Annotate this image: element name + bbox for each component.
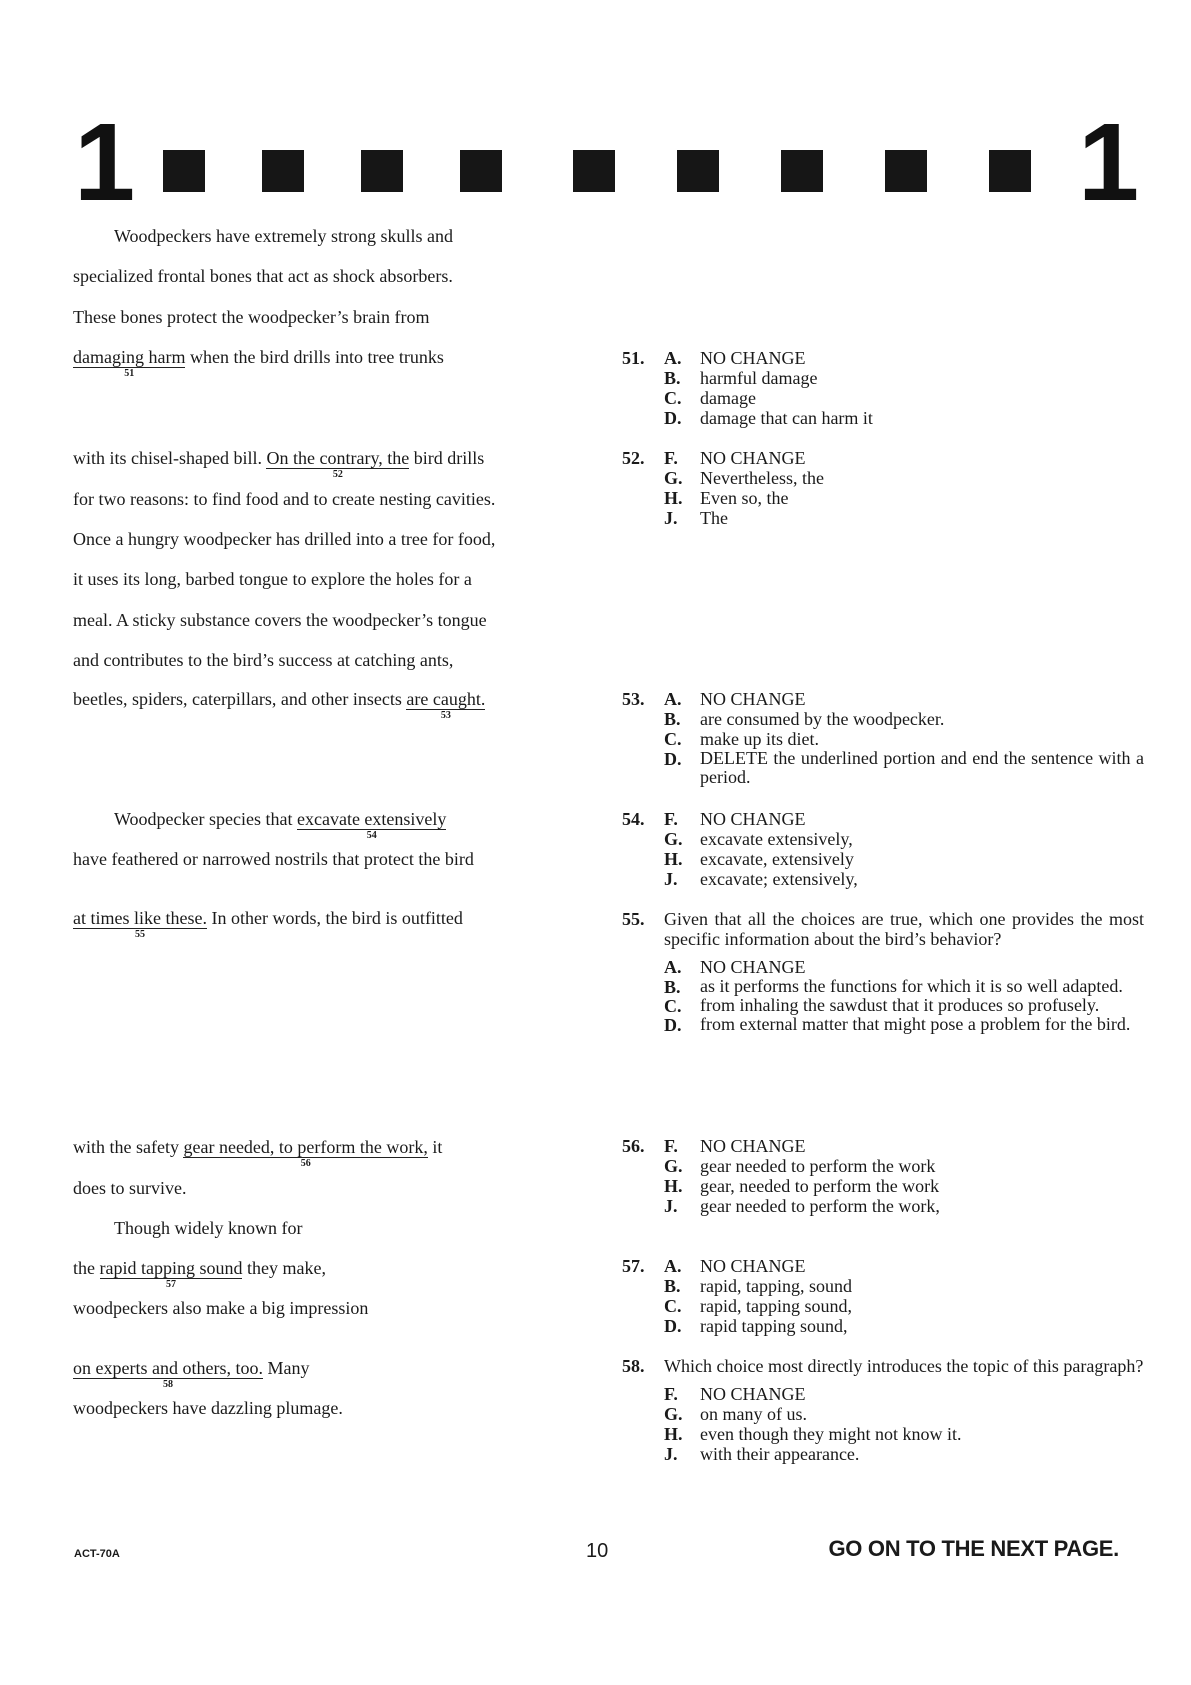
answer-option[interactable]: A. NO CHANGE	[664, 1256, 806, 1276]
passage-line: the rapid tapping sound 57 they make,	[73, 1258, 326, 1290]
header-square	[163, 150, 205, 192]
passage-line: and contributes to the bird’s success at catching ants,	[73, 650, 454, 670]
question-number: 53.	[622, 689, 645, 709]
underlined-portion-57[interactable]: rapid tapping sound 57	[99, 1258, 243, 1290]
question-51	[622, 348, 1144, 428]
passage-line: Though widely known for	[114, 1218, 303, 1238]
question-56	[622, 1136, 1144, 1216]
header-square	[989, 150, 1031, 192]
answer-option[interactable]: G. Nevertheless, the	[664, 468, 824, 488]
header-square	[677, 150, 719, 192]
passage-line: Once a hungry woodpecker has drilled into a tree for food,	[73, 529, 496, 549]
underlined-portion-54[interactable]: excavate extensively 54	[296, 809, 447, 841]
passage-line: with the safety gear needed, to perform the work, 56 it	[73, 1137, 443, 1169]
answer-option[interactable]: J. gear needed to perform the work,	[664, 1196, 940, 1216]
answer-option[interactable]: F. NO CHANGE	[664, 809, 806, 829]
answer-option[interactable]: B. as it performs the functions for which it is so well adapted.	[664, 976, 1123, 997]
passage-line: for two reasons: to find food and to create nesting cavities.	[73, 489, 496, 509]
underlined-portion-56[interactable]: gear needed, to perform the work, 56	[183, 1137, 428, 1169]
header-square	[361, 150, 403, 192]
answer-option[interactable]: D. DELETE the underlined portion and end the sentence with a period.	[664, 748, 1144, 787]
passage-line: specialized frontal bones that act as shock absorbers.	[73, 266, 453, 286]
underlined-portion-58[interactable]: on experts and others, too. 58	[73, 1358, 263, 1390]
section-number-left: 1	[74, 101, 136, 224]
question-53	[622, 689, 1144, 787]
answer-option[interactable]: C. damage	[664, 388, 756, 408]
answer-option[interactable]: J. excavate; extensively,	[664, 869, 858, 889]
answer-option[interactable]: C. make up its diet.	[664, 729, 819, 749]
answer-option[interactable]: H. gear, needed to perform the work	[664, 1176, 940, 1196]
answer-option[interactable]: J. The	[664, 508, 728, 528]
answer-option[interactable]: A. NO CHANGE	[664, 957, 806, 977]
passage-line: at times like these. 55 In other words, the bird is outfitted	[73, 908, 463, 940]
answer-option[interactable]: F. NO CHANGE	[664, 1384, 806, 1404]
question-ref-56: 56	[300, 1158, 311, 1169]
passage-line: meal. A sticky substance covers the woodpecker’s tongue	[73, 610, 487, 630]
passage-line: woodpeckers also make a big impression	[73, 1298, 369, 1318]
question-52	[622, 448, 1144, 528]
question-ref-51: 51	[124, 368, 135, 379]
answer-option[interactable]: H. excavate, extensively	[664, 849, 854, 869]
header-square	[781, 150, 823, 192]
passage-line: have feathered or narrowed nostrils that protect the bird	[73, 849, 474, 869]
underlined-portion-51[interactable]: damaging harm 51	[73, 347, 186, 379]
header-square	[885, 150, 927, 192]
question-ref-55: 55	[134, 929, 145, 940]
passage-line: it uses its long, barbed tongue to explore the holes for a	[73, 569, 472, 589]
answer-option[interactable]: C. from inhaling the sawdust that it produces so profusely.	[664, 995, 1100, 1016]
question-stem: Which choice most directly introduces the topic of this paragraph?	[664, 1356, 1144, 1376]
question-number: 51.	[622, 348, 645, 368]
answer-option[interactable]: D. damage that can harm it	[664, 408, 873, 428]
answer-option[interactable]: A. NO CHANGE	[664, 689, 806, 709]
header-square	[262, 150, 304, 192]
passage-line: beetles, spiders, caterpillars, and other insects are caught. 53	[73, 689, 486, 721]
question-55	[622, 909, 1144, 1034]
underlined-portion-55[interactable]: at times like these. 55	[73, 908, 207, 940]
answer-option[interactable]: F. NO CHANGE	[664, 448, 806, 468]
passage-line: does to survive.	[73, 1178, 187, 1198]
answer-option[interactable]: F. NO CHANGE	[664, 1136, 806, 1156]
passage-line: Woodpecker species that excavate extensively 54	[114, 809, 447, 841]
passage-line: These bones protect the woodpecker’s brain from	[73, 307, 430, 327]
answer-option[interactable]: H. even though they might not know it.	[664, 1424, 962, 1444]
question-stem: Given that all the choices are true, which one provides the most specific information about the bird’s behavior?	[664, 909, 1144, 949]
header-square	[573, 150, 615, 192]
answer-option[interactable]: G. excavate extensively,	[664, 829, 853, 849]
answer-option[interactable]: A. NO CHANGE	[664, 348, 806, 368]
question-number: 52.	[622, 448, 645, 468]
question-ref-54: 54	[366, 830, 377, 841]
question-number: 56.	[622, 1136, 645, 1156]
answer-option[interactable]: B. harmful damage	[664, 368, 818, 388]
page-number: 10	[586, 1540, 609, 1562]
answer-option[interactable]: B. are consumed by the woodpecker.	[664, 709, 945, 729]
question-ref-52: 52	[332, 469, 343, 480]
passage-line: woodpeckers have dazzling plumage.	[73, 1398, 343, 1418]
question-ref-57: 57	[165, 1279, 176, 1290]
passage-line: with its chisel-shaped bill. On the contrary, the 52 bird drills	[73, 448, 485, 480]
form-code: ACT-70A	[74, 1548, 120, 1560]
answer-option[interactable]: J. with their appearance.	[664, 1444, 860, 1464]
answer-option[interactable]: B. rapid, tapping, sound	[664, 1276, 852, 1296]
question-ref-58: 58	[162, 1379, 173, 1390]
answer-option[interactable]: G. gear needed to perform the work	[664, 1156, 936, 1176]
question-58	[622, 1356, 1144, 1464]
answer-option[interactable]: C. rapid, tapping sound,	[664, 1296, 852, 1316]
question-ref-53: 53	[440, 710, 451, 721]
answer-option[interactable]: D. rapid tapping sound,	[664, 1316, 848, 1336]
passage-line: Woodpeckers have extremely strong skulls and	[114, 226, 453, 246]
header-square	[460, 150, 502, 192]
question-number: 58.	[622, 1356, 645, 1376]
question-number: 55.	[622, 909, 645, 929]
answer-option[interactable]: G. on many of us.	[664, 1404, 807, 1424]
go-on-notice: GO ON TO THE NEXT PAGE.	[828, 1536, 1119, 1561]
passage-line: on experts and others, too. 58 Many	[73, 1358, 310, 1390]
answer-option[interactable]: D. from external matter that might pose a problem for the bird.	[664, 1014, 1131, 1035]
question-number: 54.	[622, 809, 645, 829]
question-54	[622, 809, 1144, 889]
section-number-right: 1	[1078, 101, 1140, 224]
question-number: 57.	[622, 1256, 645, 1276]
answer-option[interactable]: H. Even so, the	[664, 488, 789, 508]
underlined-portion-53[interactable]: are caught. 53	[406, 689, 486, 721]
passage-line: damaging harm 51 when the bird drills into tree trunks	[73, 347, 444, 379]
underlined-portion-52[interactable]: On the contrary, the 52	[266, 448, 410, 480]
question-57	[622, 1256, 1144, 1336]
